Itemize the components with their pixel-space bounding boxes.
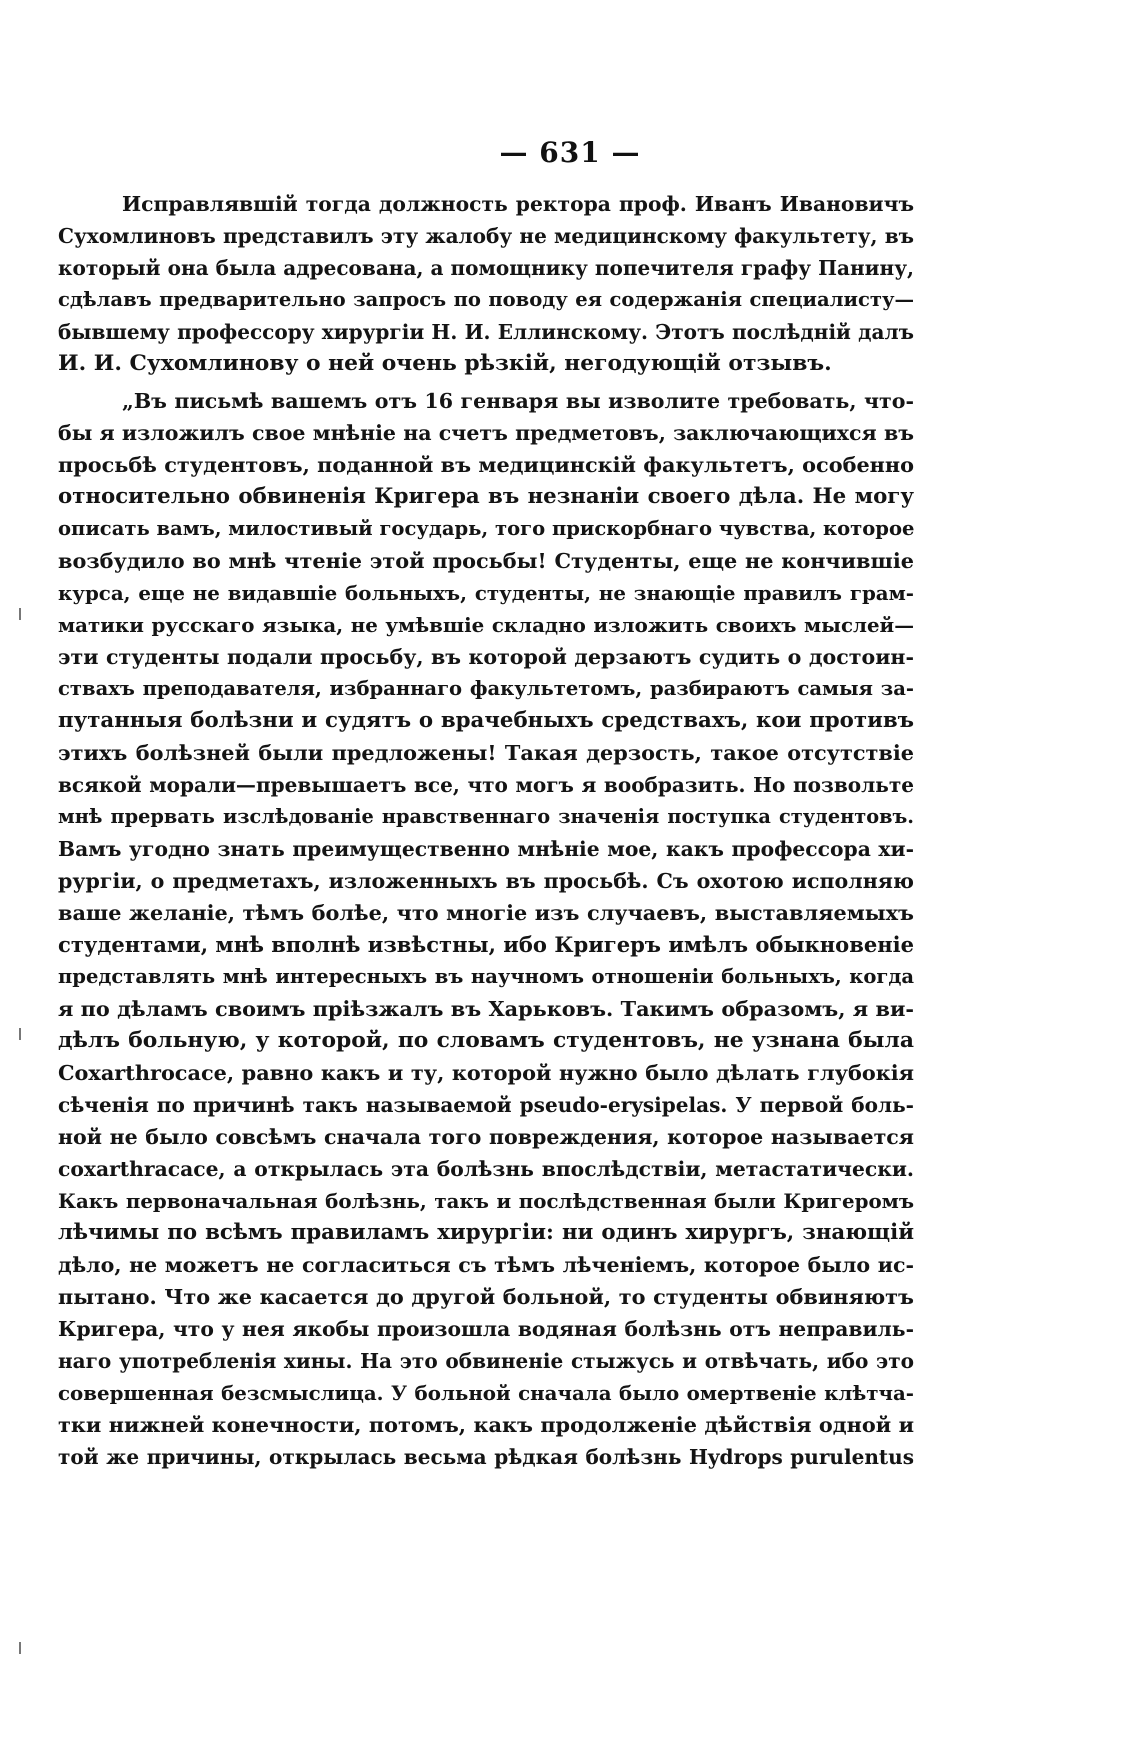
text-line: ваше желаніе, тѣмъ болѣе, что многіе изъ случаевъ, выставляемыхъ bbox=[58, 900, 914, 925]
text-line: coxarthracace, а открылась эта болѣзнь впослѣдствіи, метастатически. bbox=[58, 1157, 914, 1181]
text-line: представлять мнѣ интересныхъ въ научномъ отношеніи больныхъ, когда bbox=[58, 965, 914, 988]
text-line: возбудило во мнѣ чтеніе этой просьбы! Студенты, еще не кончившіе bbox=[58, 548, 914, 573]
text-line: лѣчимы по всѣмъ правиламъ хирургіи: ни одинъ хирургъ, знающій bbox=[58, 1220, 914, 1245]
text-line: матики русскаго языка, не умѣвшіе складно изложить своихъ мыслей— bbox=[58, 613, 914, 637]
text-line: Сухомлиновъ представилъ эту жалобу не медицинскому факультету, въ bbox=[58, 224, 914, 248]
text-line: Вамъ угодно знать преимущественно мнѣніе мое, какъ профессора хи- bbox=[58, 837, 914, 861]
margin-mark bbox=[19, 608, 21, 620]
text-line: всякой морали—превышаетъ все, что могъ я вообразить. Но позвольте bbox=[58, 773, 914, 797]
text-line: дѣлъ больную, у которой, по словамъ студентовъ, не узнана была bbox=[58, 1028, 914, 1053]
text-line: бывшему профессору хирургіи Н. И. Еллинскому. Этотъ послѣдній далъ bbox=[58, 320, 914, 344]
text-line: бы я изложилъ свое мнѣніе на счетъ предметовъ, заключающихся въ bbox=[58, 421, 914, 445]
text-line: Исправлявшій тогда должность ректора проф. Иванъ Ивановичъ bbox=[122, 192, 914, 216]
paragraph-1 bbox=[58, 188, 914, 380]
text-line: ствахъ преподавателя, избраннаго факультетомъ, разбираютъ самыя за- bbox=[58, 677, 914, 700]
margin-mark bbox=[19, 1642, 21, 1654]
text-line: Какъ первоначальная болѣзнь, такъ и послѣдственная были Кригеромъ bbox=[58, 1189, 914, 1213]
text-line: путанныя болѣзни и судятъ о врачебныхъ средствахъ, кои противъ bbox=[58, 708, 914, 733]
text-line: той же причины, открылась весьма рѣдкая болѣзнь Hydrops purulentus bbox=[58, 1445, 914, 1469]
body-text bbox=[58, 188, 914, 1473]
text-line: просьбѣ студентовъ, поданной въ медицинскій факультетъ, особенно bbox=[58, 452, 914, 477]
text-line: рургіи, о предметахъ, изложенныхъ въ просьбѣ. Съ охотою исполняю bbox=[58, 869, 914, 893]
margin-mark bbox=[19, 1028, 21, 1040]
text-line: студентами, мнѣ вполнѣ извѣстны, ибо Кригеръ имѣлъ обыкновеніе bbox=[58, 932, 914, 957]
text-line: мнѣ прервать изслѣдованіе нравственнаго значенія поступка студентовъ. bbox=[58, 805, 914, 828]
page-number: — 631 — bbox=[499, 136, 641, 169]
text-line: эти студенты подали просьбу, въ которой дерзаютъ судить о достоин- bbox=[58, 645, 914, 669]
text-line: „Въ письмѣ вашемъ отъ 16 генваря вы изволите требовать, что- bbox=[122, 389, 914, 413]
text-line: И. И. Сухомлинову о ней очень рѣзкій, негодующій отзывъ. bbox=[58, 351, 832, 376]
text-line: который она была адресована, а помощнику попечителя графу Панину, bbox=[58, 256, 914, 280]
text-line: сдѣлавъ предварительно запросъ по поводу ея содержанія специалисту— bbox=[58, 288, 914, 311]
text-line: этихъ болѣзней были предложены! Такая дерзость, такое отсутствіе bbox=[58, 740, 914, 765]
text-line: сѣченія по причинѣ такъ называемой pseudo-erysipelas. У первой боль- bbox=[58, 1093, 914, 1117]
text-line: дѣло, не можетъ не согласиться съ тѣмъ лѣченіемъ, которое было ис- bbox=[58, 1253, 914, 1277]
paragraph-2 bbox=[58, 385, 914, 1473]
text-line: Кригера, что у нея якобы произошла водяная болѣзнь отъ неправиль- bbox=[58, 1317, 914, 1341]
text-line: я по дѣламъ своимъ пріѣзжалъ въ Харьковъ. Такимъ образомъ, я ви- bbox=[58, 996, 914, 1021]
text-line: ной не было совсѣмъ сначала того повреждения, которое называется bbox=[58, 1125, 914, 1149]
text-line: курса, еще не видавшіе больныхъ, студенты, не знающіе правилъ грам- bbox=[58, 581, 914, 605]
text-line: тки нижней конечности, потомъ, какъ продолженіе дѣйствія одной и bbox=[58, 1412, 914, 1437]
text-line: наго употребленія хины. На это обвиненіе стыжусь и отвѣчать, ибо это bbox=[58, 1349, 914, 1373]
text-line: совершенная безсмыслица. У больной сначала было омертвеніе клѣтча- bbox=[58, 1381, 914, 1405]
text-line: относительно обвиненія Кригера въ незнаніи своего дѣла. Не могу bbox=[58, 484, 914, 509]
text-line: описать вамъ, милостивый государь, того прискорбнаго чувства, которое bbox=[58, 517, 914, 540]
text-line: Coxarthrocace, равно какъ и ту, которой нужно было дѣлать глубокія bbox=[58, 1060, 914, 1085]
text-line: пытано. Что же касается до другой больной, то студенты обвиняютъ bbox=[58, 1284, 914, 1309]
